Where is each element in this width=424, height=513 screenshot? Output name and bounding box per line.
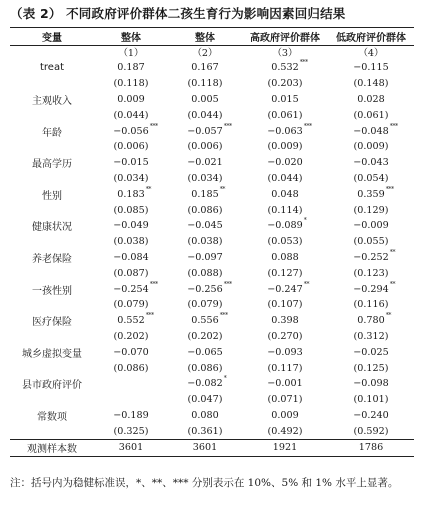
coef-value: −0.048 *** <box>353 122 398 137</box>
coef-cell <box>168 218 242 234</box>
coef-cell <box>168 281 242 297</box>
coef-cell <box>94 218 168 234</box>
significance-stars: *** <box>219 312 228 320</box>
variable-name: 养老保险 <box>32 253 72 265</box>
coef-cell <box>328 408 414 424</box>
coef-value: −0.089 * <box>267 217 307 232</box>
column-header: 低政府评价群体 <box>336 32 406 44</box>
header-row <box>10 28 414 44</box>
se-cell: (0.038) <box>113 236 149 248</box>
coef-value: −0.045 <box>187 220 223 232</box>
se-row <box>10 76 414 92</box>
obs-rule <box>10 439 414 440</box>
coef-cell <box>242 123 328 139</box>
se-cell: (0.055) <box>353 236 389 248</box>
coef-cell <box>242 92 328 108</box>
coef-cell <box>94 123 168 139</box>
se-cell: (0.079) <box>187 299 223 311</box>
variable-name: 城乡虚拟变量 <box>22 348 82 360</box>
se-row <box>10 202 414 218</box>
coef-value: −0.057 *** <box>187 122 232 137</box>
coef-cell <box>242 186 328 202</box>
coef-cell <box>168 376 242 392</box>
obs-cell: 1921 <box>272 441 298 453</box>
se-cell: (0.079) <box>113 299 149 311</box>
coef-value: −0.098 <box>353 378 389 390</box>
coef-cell <box>328 344 414 360</box>
se-cell: (0.312) <box>353 330 389 342</box>
coef-cell <box>328 281 414 297</box>
variable-name: 一孩性别 <box>32 285 72 297</box>
column-number: （1） <box>118 48 144 59</box>
significance-stars: *** <box>145 312 154 320</box>
coef-value: −0.009 <box>353 220 389 232</box>
coef-row <box>10 92 414 108</box>
coef-value: −0.097 <box>187 251 223 263</box>
coef-value: 0.185 ** <box>191 185 226 200</box>
coef-cell <box>328 92 414 108</box>
significance-stars: * <box>303 217 307 225</box>
coef-row <box>10 281 414 297</box>
se-cell: (0.071) <box>267 394 303 406</box>
coef-value: 0.167 <box>191 62 219 74</box>
coef-cell <box>94 408 168 424</box>
coef-cell <box>94 281 168 297</box>
coef-value: −0.084 <box>113 251 149 263</box>
coef-cell <box>242 313 328 329</box>
variable-name: 性别 <box>42 190 62 202</box>
coef-cell <box>94 344 168 360</box>
coef-value: 0.009 <box>117 93 145 105</box>
table-note: 注：括号内为稳健标准误，*、**、*** 分别表示在 10%、5% 和 1% 水平上显著。 <box>10 477 399 489</box>
se-cell: (0.118) <box>187 78 223 90</box>
se-cell: (0.129) <box>353 204 389 216</box>
significance-stars: *** <box>385 185 394 193</box>
coef-value: −0.256 *** <box>187 280 232 295</box>
significance-stars: ** <box>389 248 396 256</box>
se-cell: (0.117) <box>267 362 303 374</box>
coef-value: −0.115 <box>353 62 389 74</box>
coef-value: −0.020 <box>267 157 303 169</box>
coef-cell <box>94 60 168 76</box>
coef-row <box>10 60 414 76</box>
coef-cell <box>168 344 242 360</box>
se-cell: (0.061) <box>353 109 389 121</box>
se-cell: (0.101) <box>353 394 389 406</box>
table-caption: （表 2） 不同政府评价群体二孩生育行为影响因素回归结果 <box>10 6 346 21</box>
se-cell: (0.361) <box>187 425 223 437</box>
variable-name: treat <box>39 62 64 74</box>
se-cell: (0.325) <box>113 425 149 437</box>
coef-value: −0.093 <box>267 346 303 358</box>
coef-row <box>10 218 414 234</box>
se-cell: (0.087) <box>113 267 149 279</box>
coef-value: −0.025 <box>353 346 389 358</box>
coef-row <box>10 186 414 202</box>
se-cell: (0.038) <box>187 236 223 248</box>
significance-stars: *** <box>223 280 232 288</box>
se-row <box>10 234 414 250</box>
coef-value: −0.070 <box>113 346 149 358</box>
significance-stars: ** <box>145 185 152 193</box>
significance-stars: ** <box>303 280 310 288</box>
se-row <box>10 392 414 408</box>
column-header: 变量 <box>42 32 62 44</box>
se-cell: (0.123) <box>353 267 389 279</box>
coef-value: −0.254 *** <box>113 280 158 295</box>
coef-cell <box>328 313 414 329</box>
significance-stars: ** <box>385 312 392 320</box>
se-cell: (0.044) <box>187 109 223 121</box>
coef-cell <box>328 123 414 139</box>
se-cell: (0.114) <box>267 204 303 216</box>
observations-row <box>10 439 414 455</box>
coef-value: −0.021 <box>187 157 223 169</box>
coef-cell <box>328 60 414 76</box>
coef-value: −0.056 *** <box>113 122 158 137</box>
coef-cell <box>94 155 168 171</box>
coef-cell <box>168 60 242 76</box>
se-cell: (0.034) <box>113 172 149 184</box>
se-cell: (0.044) <box>113 109 149 121</box>
coef-row <box>10 250 414 266</box>
coef-value: −0.049 <box>113 220 149 232</box>
se-cell: (0.061) <box>267 109 303 121</box>
significance-stars: *** <box>389 122 398 130</box>
coef-value: −0.001 <box>267 378 303 390</box>
obs-cell: 3601 <box>192 441 218 453</box>
coef-value: 0.009 <box>271 409 299 421</box>
coef-value: −0.189 <box>113 409 149 421</box>
se-cell: (0.054) <box>353 172 389 184</box>
coef-cell <box>94 250 168 266</box>
coef-value: −0.240 <box>353 409 389 421</box>
coef-cell <box>168 92 242 108</box>
coef-value: 0.398 <box>271 315 299 327</box>
se-cell: (0.086) <box>187 362 223 374</box>
se-cell: (0.202) <box>187 330 223 342</box>
se-cell: (0.107) <box>267 299 303 311</box>
significance-stars: ** <box>389 280 396 288</box>
column-number: （3） <box>272 48 298 59</box>
coef-row <box>10 313 414 329</box>
coef-value: −0.015 <box>113 157 149 169</box>
se-row <box>10 265 414 281</box>
se-cell: (0.127) <box>267 267 303 279</box>
se-cell: (0.047) <box>187 394 223 406</box>
significance-stars: *** <box>223 122 232 130</box>
coef-value: 0.556 *** <box>191 312 228 327</box>
significance-stars: ** <box>219 185 226 193</box>
column-number: （2） <box>192 48 218 59</box>
se-cell: (0.118) <box>113 78 149 90</box>
coef-value: −0.063 *** <box>267 122 312 137</box>
column-header: 高政府评价群体 <box>250 32 320 44</box>
significance-stars: *** <box>149 122 158 130</box>
variable-name: 观测样本数 <box>27 443 77 455</box>
se-cell: (0.006) <box>187 141 223 153</box>
coef-cell <box>328 250 414 266</box>
se-cell: (0.492) <box>267 425 303 437</box>
coef-value: 0.359 *** <box>357 185 394 200</box>
coef-row <box>10 408 414 424</box>
column-header: 整体 <box>195 32 215 44</box>
coef-row <box>10 376 414 392</box>
coef-cell <box>168 186 242 202</box>
se-cell: (0.053) <box>267 236 303 248</box>
coef-value: 0.088 <box>271 251 299 263</box>
obs-cell: 1786 <box>358 441 384 453</box>
coef-row <box>10 123 414 139</box>
coef-value: −0.043 <box>353 157 389 169</box>
coef-row <box>10 344 414 360</box>
se-cell <box>94 392 168 408</box>
se-row <box>10 297 414 313</box>
coef-cell <box>168 313 242 329</box>
significance-stars: *** <box>149 280 158 288</box>
coef-cell <box>328 218 414 234</box>
se-cell: (0.592) <box>353 425 389 437</box>
coef-value: 0.048 <box>271 188 299 200</box>
variable-name: 年龄 <box>42 127 62 139</box>
variable-name: 医疗保险 <box>32 317 72 329</box>
se-row <box>10 423 414 439</box>
coef-cell <box>242 408 328 424</box>
coef-value: 0.780 ** <box>357 312 392 327</box>
coef-cell <box>242 218 328 234</box>
column-number-row <box>10 44 414 60</box>
column-header: 整体 <box>121 32 141 44</box>
coef-value: −0.247 ** <box>267 280 310 295</box>
coef-value: −0.065 <box>187 346 223 358</box>
coef-row <box>10 155 414 171</box>
coef-cell <box>328 376 414 392</box>
coef-value: −0.294 ** <box>353 280 396 295</box>
coef-value: 0.532 *** <box>271 59 308 74</box>
se-cell: (0.203) <box>267 78 303 90</box>
regression-table <box>10 28 414 455</box>
variable-name: 最高学历 <box>32 159 72 171</box>
se-cell: (0.088) <box>187 267 223 279</box>
header-rule <box>10 45 414 46</box>
coef-cell <box>94 313 168 329</box>
coef-cell <box>242 281 328 297</box>
coef-cell <box>242 376 328 392</box>
se-row <box>10 139 414 155</box>
coef-value: 0.187 <box>117 62 145 74</box>
column-number: （4） <box>358 48 384 59</box>
coef-value: 0.015 <box>271 93 299 105</box>
variable-name: 主观收入 <box>32 95 72 107</box>
variable-name: 常数项 <box>37 411 67 423</box>
coef-value: 0.183 ** <box>117 185 152 200</box>
se-cell: (0.034) <box>187 172 223 184</box>
se-cell: (0.006) <box>113 141 149 153</box>
se-cell: (0.125) <box>353 362 389 374</box>
coef-value: 0.028 <box>357 93 385 105</box>
coef-cell <box>168 155 242 171</box>
se-cell: (0.116) <box>353 299 389 311</box>
significance-stars: *** <box>299 59 308 67</box>
coef-cell <box>242 344 328 360</box>
coef-value: 0.552 *** <box>117 312 154 327</box>
bottom-rule <box>10 456 414 457</box>
coef-cell <box>94 92 168 108</box>
coef-cell <box>168 408 242 424</box>
coef-value: −0.082 * <box>187 375 227 390</box>
se-cell: (0.086) <box>187 204 223 216</box>
se-row <box>10 360 414 376</box>
se-cell: (0.086) <box>113 362 149 374</box>
coef-cell <box>328 155 414 171</box>
obs-cell: 3601 <box>118 441 144 453</box>
coef-value: 0.005 <box>191 93 219 105</box>
se-cell: (0.009) <box>353 141 389 153</box>
coef-value: 0.080 <box>191 409 219 421</box>
coef-value: −0.252 ** <box>353 248 396 263</box>
coef-cell <box>328 186 414 202</box>
coef-cell <box>242 155 328 171</box>
coef-cell <box>168 250 242 266</box>
coef-cell <box>94 376 168 392</box>
se-row <box>10 107 414 123</box>
se-cell: (0.044) <box>267 172 303 184</box>
coef-cell <box>242 60 328 76</box>
se-cell: (0.148) <box>353 78 389 90</box>
se-cell: (0.009) <box>267 141 303 153</box>
coef-cell <box>94 186 168 202</box>
significance-stars: * <box>223 375 227 383</box>
coef-cell <box>168 123 242 139</box>
se-row <box>10 171 414 187</box>
coef-cell <box>242 250 328 266</box>
se-row <box>10 329 414 345</box>
se-cell: (0.270) <box>267 330 303 342</box>
se-cell: (0.202) <box>113 330 149 342</box>
variable-name: 健康状况 <box>32 222 72 234</box>
se-cell: (0.085) <box>113 204 149 216</box>
variable-name: 县市政府评价 <box>22 380 82 392</box>
significance-stars: *** <box>303 122 312 130</box>
